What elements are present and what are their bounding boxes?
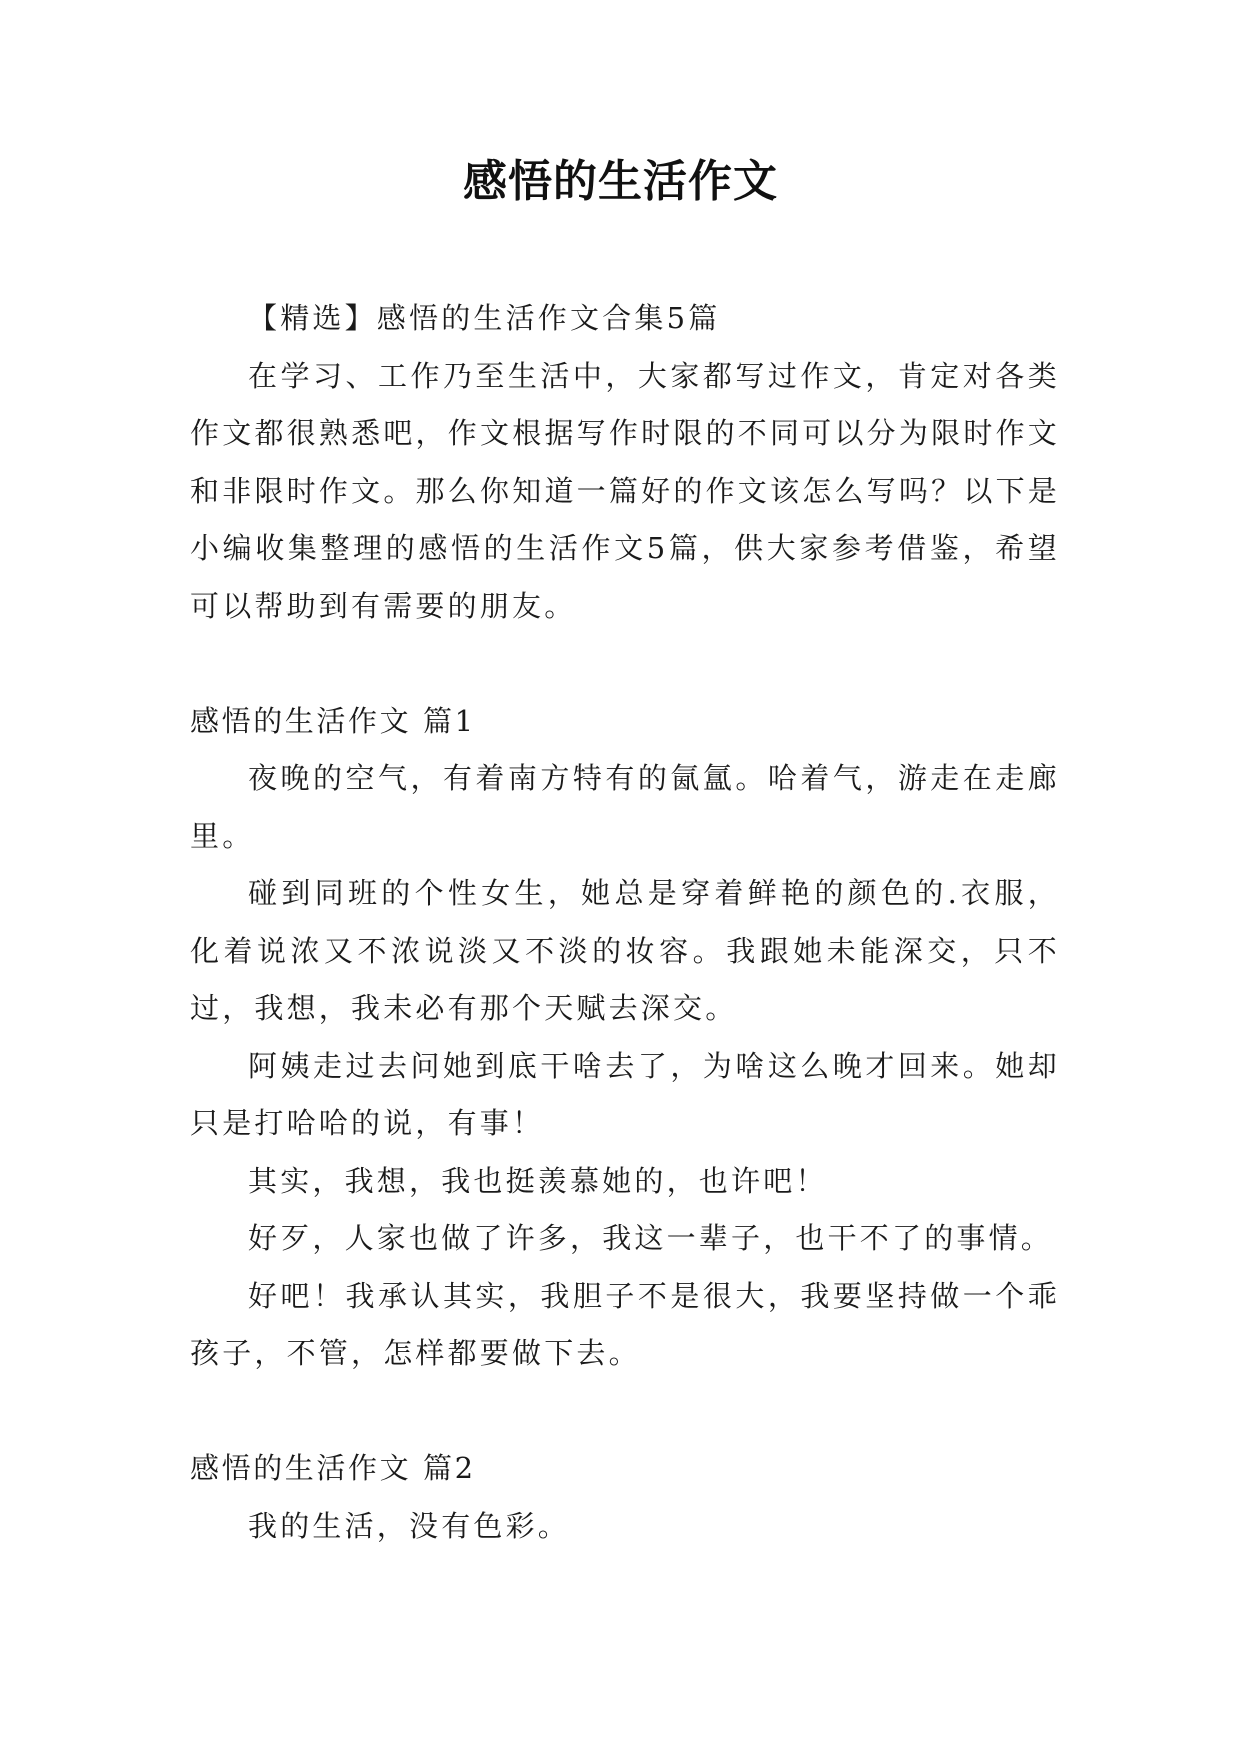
body-paragraph: 我的生活，没有色彩。 <box>248 1508 571 1543</box>
page-title: 感悟的生活作文 <box>463 156 778 207</box>
section-heading: 感悟的生活作文 篇2 <box>190 1451 476 1485</box>
document-subtitle: 【精选】感悟的生活作文合集5篇 <box>248 301 721 335</box>
body-paragraph: 好歹，人家也做了许多，我这一辈子，也干不了的事情。 <box>248 1221 1054 1255</box>
body-paragraph: 碰到同班的个性女生，她总是穿着鲜艳的颜色的.衣服，化着说浓又不浓说淡又不淡的妆容。我跟她未能深交，只不过，我想，我未必有那个天赋去深交。 <box>190 876 1060 1025</box>
document-body <box>190 290 1060 1555</box>
body-paragraph: 夜晚的空气，有着南方特有的氤氲。哈着气，游走在走廊里。 <box>190 761 1060 853</box>
section-heading: 感悟的生活作文 篇1 <box>190 703 476 738</box>
body-paragraph: 其实，我想，我也挺羡慕她的，也许吧！ <box>248 1163 828 1198</box>
body-paragraph: 好吧！我承认其实，我胆子不是很大，我要坚持做一个乖孩子，不管，怎样都要做下去。 <box>190 1278 1060 1370</box>
body-paragraph: 阿姨走过去问她到底干啥去了，为啥这么晚才回来。她却只是打哈哈的说，有事！ <box>190 1048 1060 1140</box>
intro-paragraph: 在学习、工作乃至生活中，大家都写过作文，肯定对各类作文都很熟悉吧，作文根据写作时限的不同可以分为限时作文和非限时作文。那么你知道一篇好的作文该怎么写吗？以下是小编收集整理的感悟的生活作文5篇，供大家参考借鉴，希望可以帮助到有需要的朋友。 <box>190 358 1060 623</box>
